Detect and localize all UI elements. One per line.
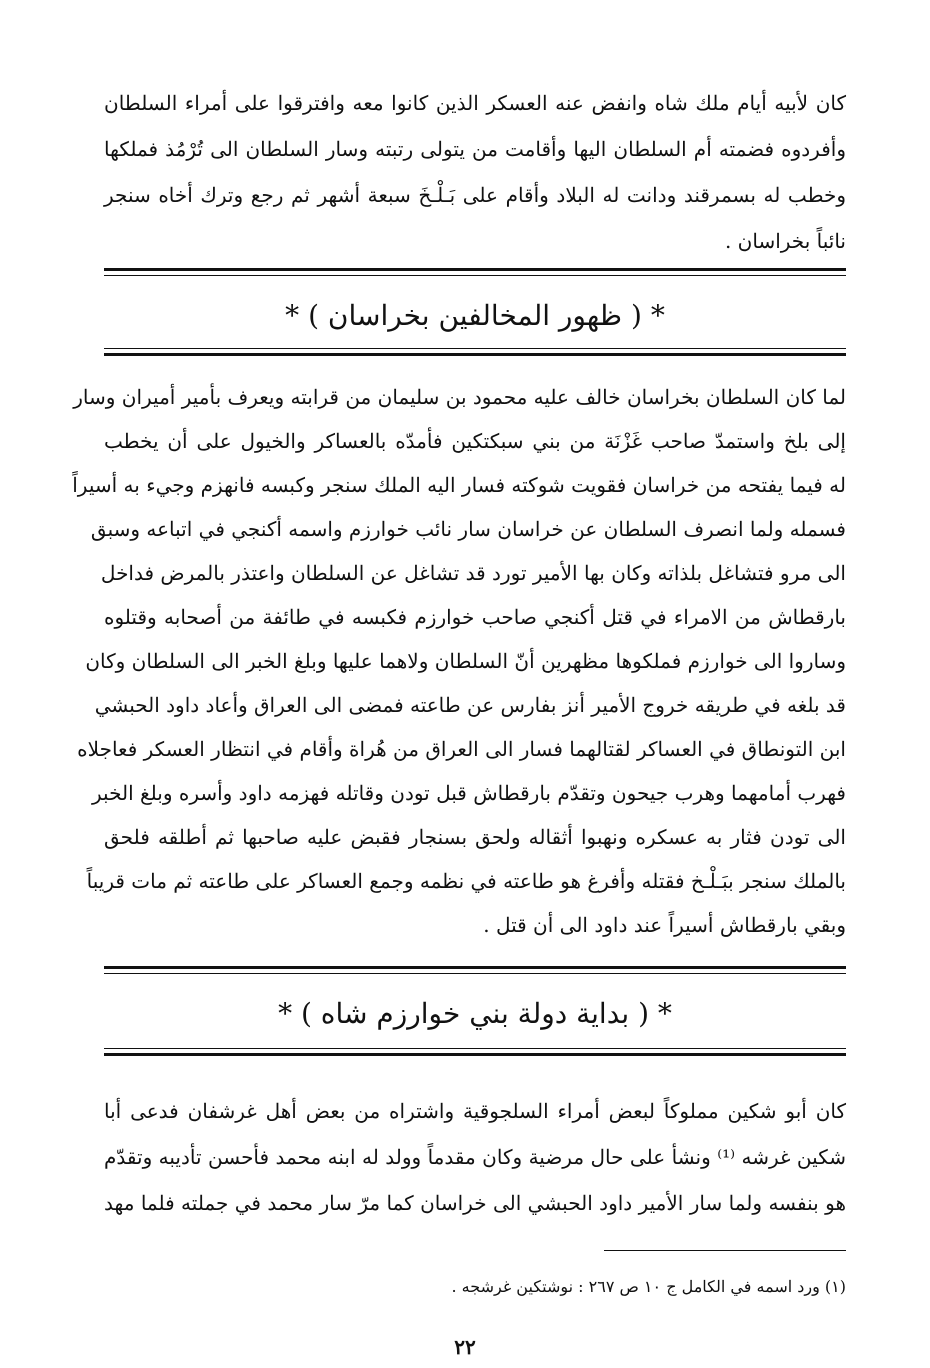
section-rule-top xyxy=(104,966,846,978)
section-rule-top xyxy=(104,268,846,280)
section-rule-bottom xyxy=(104,1048,846,1060)
text-line: شكين غرشه ⁽¹⁾ ونشأ على حال مرضية وكان مقدماً وولد له ابنه محمد فأحسن تأديبه وتقدّم xyxy=(104,1145,846,1169)
paragraph-opponents xyxy=(72,374,846,952)
text-line: بارقطاش من الامراء في قتل أكنجي صاحب خوارزم فكبسه في طائفة من أصحابه وقتلوه xyxy=(104,605,846,629)
text-line: لما كان السلطان بخراسان خالف عليه محمود بن سليمان من قرابته ويعرف بأمير أميران وسار xyxy=(73,385,846,409)
text-line: وبقي بارقطاش أسيراً عند داود الى أن قتل . xyxy=(483,913,846,937)
text-line: الى تودن فثار به عسكره ونهبوا أثقاله ولحق بسنجار فقبض عليه صاحبها ثم أطلقه فلحق xyxy=(104,825,846,849)
section-heading-khwarazm: * ( بداية دولة بني خوارزم شاه ) * xyxy=(278,997,672,1030)
text-line: قد بلغه في طريقه خروج الأمير أنز بفارس عن طاعته فمضى الى العراق وأعاد داود الحبشي xyxy=(94,693,846,717)
text-line: له فيما يفتحه من خراسان فقويت شوكته فسار اليه الملك سنجر وكبسه فانهزم وجيء به أسيراً xyxy=(72,473,846,497)
text-line: فهرب أمامهما وهرب جيحون وتقدّم بارقطاش قبل تودن وقاتله فهزمه داود وأسره وبلغ الخبر xyxy=(92,781,846,805)
text-line: وأفردوه فضمته أم السلطان اليها وأقامت من يتولى رتبته وسار السلطان الى تُرْمُذ فملكها xyxy=(104,137,846,161)
text-line: الى مرو فتشاغل بلذاته وكان بها الأمير تورد قد تشاغل عن السلطان واعتذر بالمرض فداخل xyxy=(100,561,846,585)
page-number: ٢٢ xyxy=(454,1335,476,1359)
text-line: هو بنفسه ولما سار الأمير داود الحبشي الى خراسان كما مرّ سار محمد في جملته فلما مهد xyxy=(104,1191,846,1215)
section-rule-bottom xyxy=(104,348,846,360)
footnote: (١) ورد اسمه في الكامل ج ١٠ ص ٢٦٧ : نوشتكين غرشجه . xyxy=(451,1277,846,1296)
text-line: إلى بلخ واستمدّ صاحب غَزْنَة من بني سبكتكين فأمدّه بالعساكر والخيول على أن يخطب xyxy=(104,429,846,453)
text-line: كان لأبيه أيام ملك شاه وانفض عنه العسكر الذين كانوا معه وافترقوا على أمراء السلطان xyxy=(104,91,846,115)
paragraph-intro xyxy=(104,80,846,264)
footnote-separator xyxy=(604,1250,846,1251)
section-heading-opponents: * ( ظهور المخالفين بخراسان ) * xyxy=(285,299,665,332)
text-line: وخطب له بسمرقند ودانت له البلاد وأقام على بَـلْـخَ سبعة أشهر ثم رجع وترك أخاه سنجر xyxy=(104,183,846,207)
text-line: كان أبو شكين مملوكاً لبعض أمراء السلجوقية واشتراه من بعض أهل غرشفان فدعى أبا xyxy=(104,1099,846,1123)
text-line: نائباً بخراسان . xyxy=(724,229,846,253)
text-line: فسمله ولما انصرف السلطان عن خراسان سار نائب خوارزم واسمه أكنجي في اتباعه وسبق xyxy=(90,517,846,541)
text-line: ابن التونطاق في العساكر لقتالهما فسار الى العراق من هُراة وأقام في انتظار العسكر فعاجلاه xyxy=(77,737,846,761)
text-line: وساروا الى خوارزم فملكوها مظهرين أنّ السلطان ولاهما عليها وبلغ الخبر الى السلطان وكان xyxy=(85,649,846,673)
paragraph-khwarazm xyxy=(104,1088,846,1226)
text-line: بالملك سنجر ببَـلْـخ فقتله وأفرغ هو طاعته في نظمه وجمع العساكر على طاعته ثم مات قريباً xyxy=(86,869,846,893)
